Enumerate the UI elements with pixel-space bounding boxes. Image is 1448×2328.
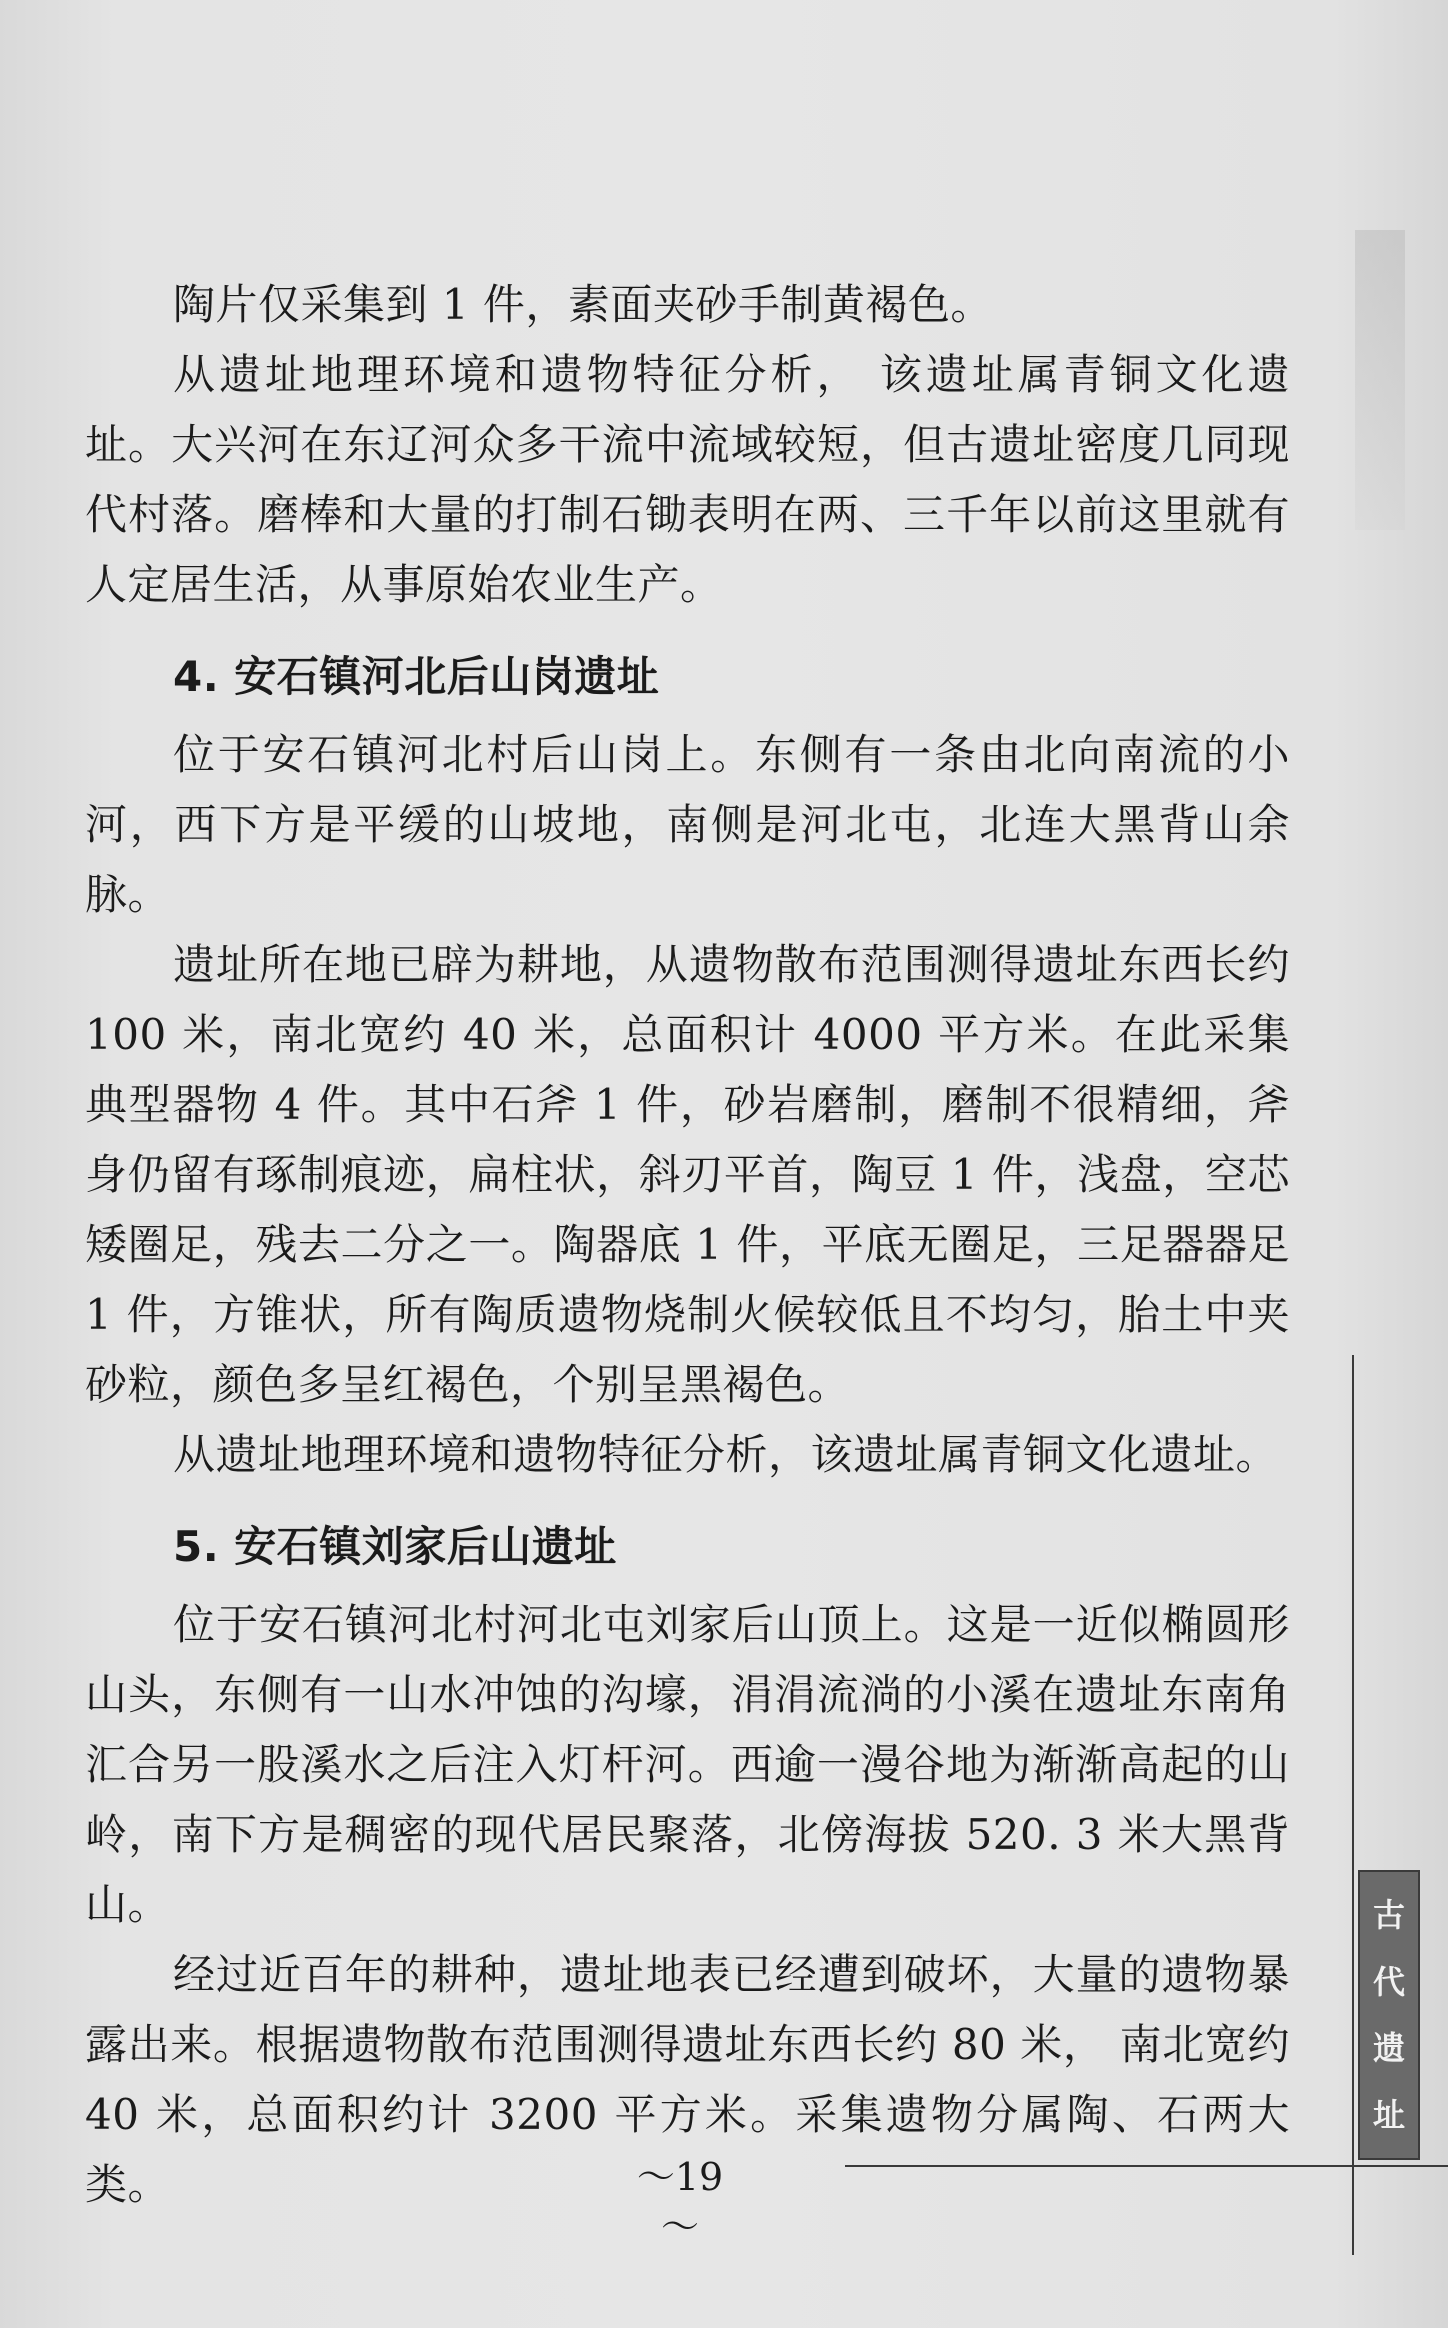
side-tab-char: 遗 bbox=[1372, 2029, 1405, 2068]
paragraph: 陶片仅采集到 1 件，素面夹砂手制黄褐色。 bbox=[173, 280, 993, 329]
side-rule bbox=[1352, 1355, 1354, 2255]
side-tab-char: 古 bbox=[1372, 1896, 1405, 1935]
footer-rule bbox=[845, 2165, 1448, 2167]
page-number: ～19～ bbox=[636, 2155, 724, 2249]
paragraph: 从遗址地理环境和遗物特征分析， 该遗址属青铜文化遗址。大兴河在东辽河众多干流中流域较短，但古遗址密度几同现代村落。磨棒和大量的打制石锄表明在两、三千年以前这里就有人定居生活，从事原始农业生产。 bbox=[85, 350, 1290, 609]
chapter-side-tab bbox=[1358, 1870, 1420, 2160]
paragraph: 经过近百年的耕种，遗址地表已经遭到破坏，大量的遗物暴露出来。根据遗物散布范围测得遗址东西长约 80 米， 南北宽约40 米，总面积约计 3200 平方米。采集遗物分属陶、石两大类。 bbox=[85, 1950, 1290, 2209]
section-heading: 4. 安石镇河北后山岗遗址 bbox=[173, 652, 660, 701]
side-tab-char: 址 bbox=[1372, 2095, 1405, 2134]
body-text bbox=[85, 270, 1290, 2220]
bleed-through-shadow bbox=[1355, 230, 1405, 530]
side-tab-char: 代 bbox=[1372, 1962, 1405, 2001]
section-heading: 5. 安石镇刘家后山遗址 bbox=[173, 1522, 617, 1571]
paragraph: 位于安石镇河北村河北屯刘家后山顶上。这是一近似椭圆形山头，东侧有一山水冲蚀的沟壕，涓涓流淌的小溪在遗址东南角汇合另一股溪水之后注入灯杆河。西逾一漫谷地为渐渐高起的山岭，南下方是稠密的现代居民聚落，北傍海拔 520. 3 米大黑背山。 bbox=[85, 1600, 1290, 1929]
paragraph: 位于安石镇河北村后山岗上。东侧有一条由北向南流的小河，西下方是平缓的山坡地，南侧是河北屯，北连大黑背山余脉。 bbox=[85, 730, 1290, 919]
paragraph: 遗址所在地已辟为耕地，从遗物散布范围测得遗址东西长约100 米，南北宽约 40 米，总面积计 4000 平方米。在此采集典型器物 4 件。其中石斧 1 件，砂岩磨制，磨制不很精细，斧身仍留有琢制痕迹，扁柱状，斜刃平首，陶豆 1 件，浅盘，空芯矮圈足，残去二分之一。陶器底 1 件，平底无圈足，三足器器足 1 件，方锥状，所有陶质遗物烧制火候较低且不均匀，胎土中夹砂粒，颜色多呈红褐色，个别呈黑褐色。 bbox=[85, 940, 1290, 1409]
paragraph: 从遗址地理环境和遗物特征分析，该遗址属青铜文化遗址。 bbox=[173, 1430, 1279, 1479]
